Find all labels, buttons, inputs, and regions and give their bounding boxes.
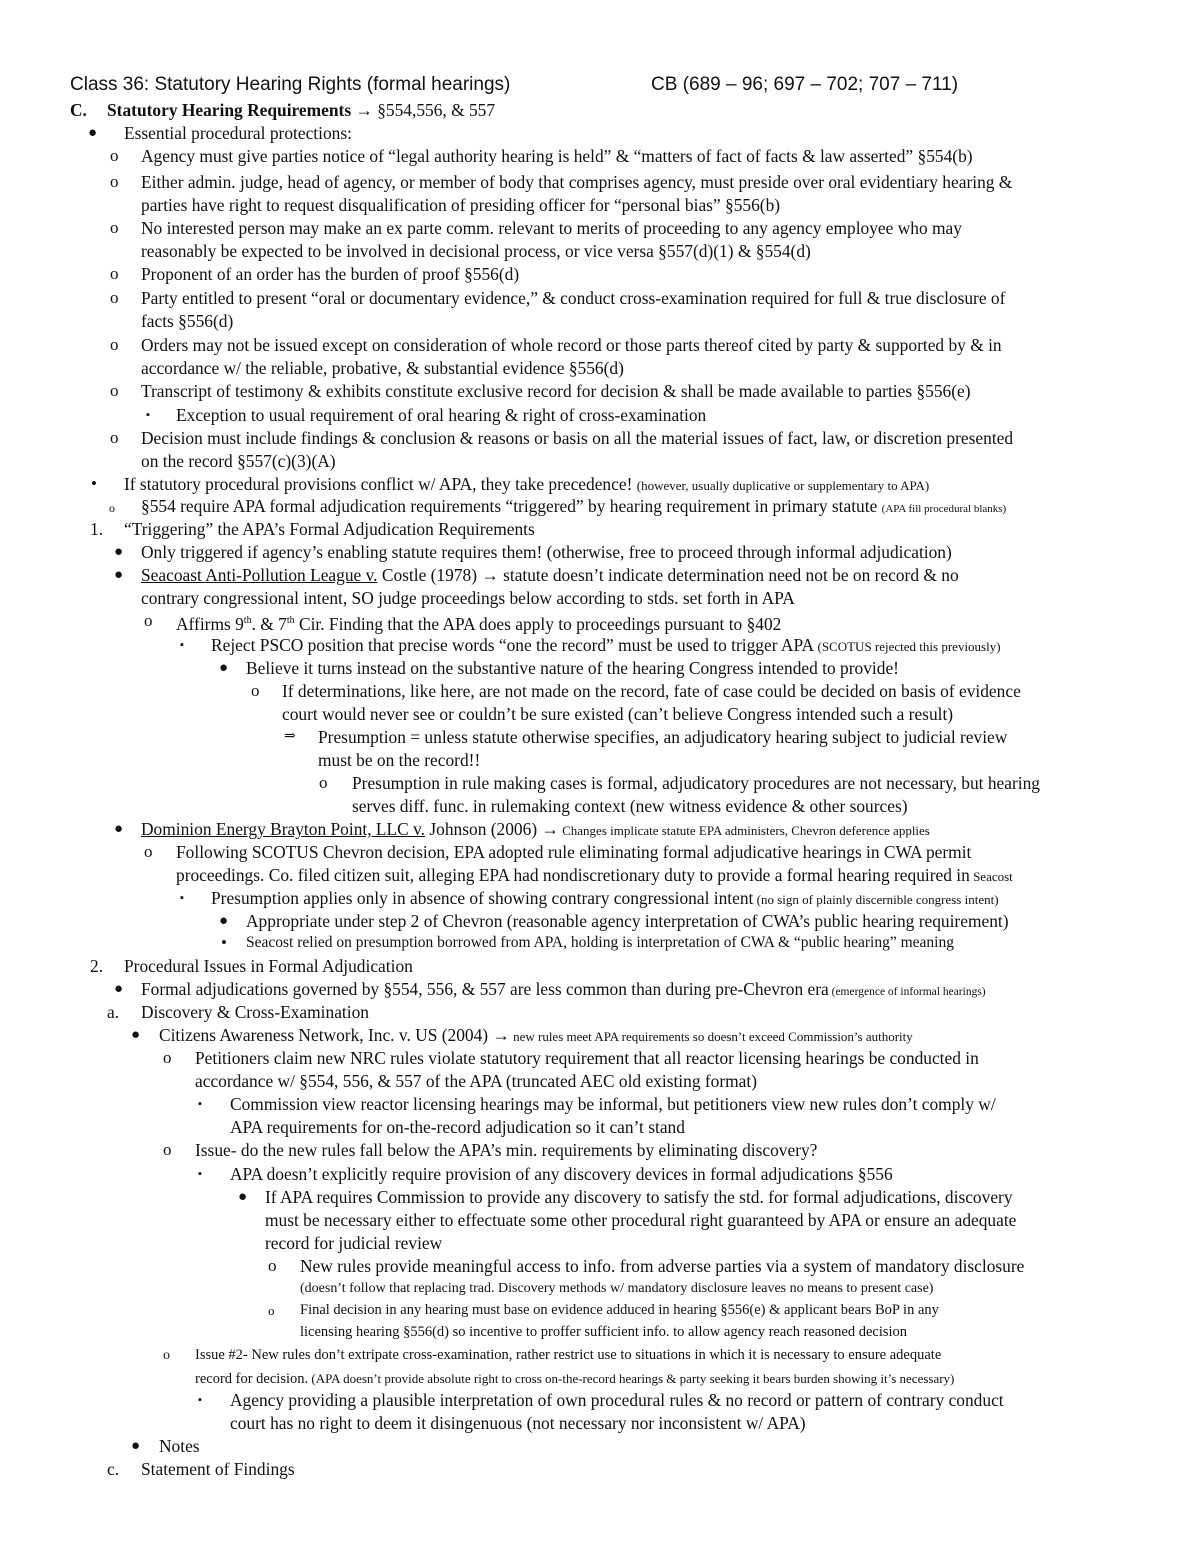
list-item [159, 1024, 913, 1048]
circle-bullet-icon: o [110, 428, 119, 447]
bullet-icon: ● [88, 125, 98, 141]
list-item: New rules provide meaningful access to info. from adverse parties via a system of mandatory disclosure [300, 1256, 1025, 1276]
casebook-pages: CB (689 – 96; 697 – 702; 707 – 711) [651, 74, 959, 95]
list-item: Essential procedural protections: [124, 123, 352, 143]
section-c-heading: Statutory Hearing Requirements [107, 100, 352, 120]
arrow-icon: → [355, 100, 373, 120]
list-item: If APA requires Commission to provide any discovery to satisfy the std. for formal adjudications, discovery [265, 1187, 1013, 1207]
subsection-heading: Statement of Findings [141, 1459, 295, 1479]
section-c-marker: C. [70, 100, 87, 120]
case-name: Seacoast Anti-Pollution League v. [141, 565, 378, 585]
circle-bullet-icon: o [251, 681, 260, 700]
list-item-continued: record for judicial review [265, 1233, 443, 1253]
list-item-continued: on the record §557(c)(3)(A) [141, 451, 336, 471]
list-item: Presumption = unless statute otherwise specifies, an adjudicatory hearing subject to judicial review [318, 727, 1008, 747]
circle-bullet-icon: o [109, 501, 115, 515]
lettered-marker: a. [107, 1002, 120, 1022]
circle-bullet-icon: o [110, 264, 119, 283]
list-item: No interested person may make an ex parte comm. relevant to merits of proceeding to any agency employee who may [141, 218, 962, 238]
case-holding: Costle (1978) → statute doesn’t indicate determination need not be on record & no [377, 565, 959, 585]
list-item [141, 818, 930, 842]
circle-bullet-icon: o [110, 335, 119, 354]
bullet-icon: • [221, 933, 227, 952]
list-item-continued: (doesn’t follow that replacing trad. Discovery methods w/ mandatory disclosure leaves no means to present case) [300, 1281, 934, 1296]
bullet-icon: ● [131, 1438, 141, 1454]
list-item [211, 634, 1001, 658]
circle-bullet-icon: o [268, 1256, 277, 1275]
lettered-marker: c. [107, 1459, 120, 1479]
list-item: Notes [159, 1436, 200, 1456]
list-item: Party entitled to present “oral or documentary evidence,” & conduct cross-examination required for full & true disclosure of [141, 288, 1006, 308]
numbered-marker: 1. [90, 519, 104, 539]
list-item: Appropriate under step 2 of Chevron (reasonable agency interpretation of CWA’s public hearing requirement) [246, 911, 1009, 931]
case-name: Dominion Energy Brayton Point, LLC v. [141, 819, 426, 839]
subsection-heading: Discovery & Cross-Examination [141, 1002, 369, 1022]
list-item-continued: facts §556(d) [141, 311, 234, 331]
list-item [176, 610, 781, 635]
list-item-continued: APA requirements for on-the-record adjudication so it can’t stand [230, 1117, 685, 1137]
list-item [141, 978, 986, 1003]
list-item: APA doesn’t explicitly require provision of any discovery devices in formal adjudications §556 [230, 1164, 893, 1184]
case-note: new rules meet APA requirements so doesn’t exceed Commission’s authority [509, 1029, 913, 1044]
square-bullet-icon: ▪ [198, 1394, 202, 1406]
bullet-icon: ● [114, 981, 124, 997]
s554-text: §554 require APA formal adjudication requirements “triggered” by hearing requirement in primary statute [141, 496, 878, 516]
numbered-marker: 2. [90, 956, 104, 976]
bullet-icon: ● [114, 567, 124, 583]
list-item: Decision must include findings & conclusion & reasons or basis on all the material issues of fact, law, or discretion presented [141, 428, 1014, 448]
presumption-note: (no sign of plainly discernible congress intent) [753, 892, 999, 907]
circle-bullet-icon: o [110, 146, 119, 165]
square-bullet-icon: ▪ [180, 892, 184, 904]
circle-bullet-icon: o [110, 381, 119, 400]
bullet-icon: ● [114, 544, 124, 560]
circle-bullet-icon: o [319, 773, 328, 792]
list-item: Only triggered if agency’s enabling statute requires them! (otherwise, free to proceed through informal adjudication) [141, 542, 952, 562]
section-c-sections: §554,556, & 557 [377, 100, 496, 120]
list-item: Petitioners claim new NRC rules violate statutory requirement that all reactor licensing hearings be conducted in [195, 1048, 979, 1068]
list-item: Seacost relied on presumption borrowed from APA, holding is interpretation of CWA & “public hearing” meaning [246, 934, 954, 951]
circle-bullet-icon: o [163, 1140, 172, 1159]
list-item: Orders may not be issued except on consideration of whole record or those parts thereof cited by party & supported by & in [141, 335, 1002, 355]
list-item: Issue- do the new rules fall below the APA’s min. requirements by eliminating discovery? [195, 1140, 818, 1160]
list-item-continued: court has no right to deem it disingenuous (not necessary nor inconsistent w/ APA) [230, 1413, 806, 1433]
bullet-icon: ● [131, 1027, 141, 1043]
list-item-continued: licensing hearing §556(d) so incentive to proffer sufficient info. to allow agency reach reasoned decision [300, 1324, 908, 1340]
list-item: Proponent of an order has the burden of proof §556(d) [141, 264, 520, 284]
circle-bullet-icon: o [268, 1303, 275, 1318]
conflict-text: If statutory procedural provisions conflict w/ APA, they take precedence! [124, 474, 633, 494]
bullet-icon: ● [238, 1189, 248, 1205]
issue2-note: (APA doesn’t provide absolute right to cross on-the-record hearings & party seeking it bears burden showing it’s necessary) [308, 1371, 955, 1386]
list-item: Either admin. judge, head of agency, or member of body that comprises agency, must preside over oral evidentiary hearing & [141, 172, 1013, 192]
following-text: proceedings. Co. filed citizen suit, alleging EPA had nondiscretionary duty to provide a formal hearing required in [176, 865, 970, 885]
list-item: Final decision in any hearing must base on evidence adduced in hearing §556(e) & applicant bears BoP in any [300, 1302, 939, 1318]
list-item: Agency must give parties notice of “legal authority hearing is held” & “matters of fact of facts & law asserted” §554(b) [141, 146, 973, 166]
square-bullet-icon: ▪ [146, 409, 150, 421]
list-item: Presumption in rule making cases is formal, adjudicatory procedures are not necessary, but hearing [352, 773, 1040, 793]
bullet-icon: ● [219, 913, 229, 929]
list-item [141, 564, 959, 586]
bullet-icon: ● [114, 821, 124, 837]
list-item-continued: parties have right to request disqualification of presiding officer for “personal bias” §556(b) [141, 195, 781, 215]
list-item: Transcript of testimony & exhibits constitute exclusive record for decision & shall be made available to parties §556(e) [141, 381, 971, 401]
list-item-continued: contrary congressional intent, SO judge proceedings below according to stds. set forth in APA [141, 588, 795, 608]
presumption-text: Presumption applies only in absence of showing contrary congressional intent [211, 888, 754, 908]
page-title: Class 36: Statutory Hearing Rights (formal hearings) [70, 74, 511, 95]
reject-note: (SCOTUS rejected this previously) [817, 639, 1001, 654]
square-bullet-icon: ▪ [198, 1098, 202, 1110]
bullet-icon: • [91, 474, 97, 493]
list-item-continued: must be on the record!! [318, 750, 481, 770]
list-item-continued: serves diff. func. in rulemaking context (new witness evidence & other sources) [352, 796, 908, 816]
list-item-continued: must be necessary either to effectuate some other procedural right guaranteed by APA or ensure an adequate [265, 1210, 1017, 1230]
list-item: Commission view reactor licensing hearings may be informal, but petitioners view new rules don’t comply w/ [230, 1094, 996, 1114]
formal-text: Formal adjudications governed by §554, 556, & 557 are less common than during pre-Chevron era [141, 979, 829, 999]
s554-note: (APA fill procedural blanks) [881, 503, 1007, 515]
circle-bullet-icon: o [163, 1048, 172, 1067]
following-note: Seacost [969, 869, 1013, 884]
square-bullet-icon: ▪ [180, 639, 184, 651]
section-c-heading-line [107, 99, 495, 121]
list-item-continued: reasonably be expected to be involved in decisional process, or vice versa §557(d)(1) & §554(d) [141, 241, 811, 261]
list-item: Believe it turns instead on the substantive nature of the hearing Congress intended to provide! [246, 658, 899, 678]
formal-note: (emergence of informal hearings) [828, 986, 986, 998]
superscript: th [243, 615, 252, 626]
conflict-note: (however, usually duplicative or supplementary to APA) [636, 478, 930, 493]
list-item: Issue #2- New rules don’t extripate cross-examination, rather restrict use to situations in which it is necessary to ensure adequate [195, 1347, 942, 1363]
case-holding: Johnson (2006) → [425, 819, 559, 839]
list-item: If determinations, like here, are not made on the record, fate of case could be decided on basis of evidence [282, 681, 1021, 701]
bullet-icon: ● [219, 660, 229, 676]
circle-bullet-icon: o [110, 218, 119, 237]
square-bullet-icon: ▪ [198, 1168, 202, 1180]
circle-bullet-icon: o [144, 842, 153, 861]
list-item-continued [176, 864, 1013, 888]
list-item: Following SCOTUS Chevron decision, EPA adopted rule eliminating formal adjudicative hearings in CWA permit [176, 842, 972, 862]
list-item: Agency providing a plausible interpretation of own procedural rules & no record or pattern of contrary conduct [230, 1390, 1004, 1410]
list-item-continued: accordance w/ §554, 556, & 557 of the APA (truncated AEC old existing format) [195, 1071, 758, 1091]
superscript: th [286, 615, 295, 626]
circle-bullet-icon: o [110, 288, 119, 307]
list-item [211, 887, 999, 911]
circle-bullet-icon: o [110, 172, 119, 191]
list-item-continued: court would never see or couldn’t be sure existed (can’t believe Congress intended such a result) [282, 704, 954, 724]
list-item: Exception to usual requirement of oral hearing & right of cross-examination [176, 405, 707, 425]
list-item [141, 495, 1006, 520]
circle-bullet-icon: o [163, 1348, 170, 1363]
list-item-continued: accordance w/ the reliable, probative, & substantial evidence §556(d) [141, 358, 624, 378]
affirms-text: Cir. Finding that the APA does apply to proceedings pursuant to §402 [294, 613, 782, 634]
list-item-continued [195, 1366, 954, 1390]
case-name: Citizens Awareness Network, Inc. v. US (2004) → [159, 1025, 510, 1045]
list-item [124, 473, 929, 497]
circle-bullet-icon: o [144, 611, 153, 630]
subsection-heading: “Triggering” the APA’s Formal Adjudication Requirements [124, 519, 535, 539]
reject-text: Reject PSCO position that precise words “one the record” must be used to trigger APA [211, 635, 814, 655]
subsection-heading: Procedural Issues in Formal Adjudication [124, 956, 413, 976]
affirms-text: . & 7 [251, 613, 287, 634]
issue2-text: record for decision. [195, 1371, 309, 1387]
affirms-text: Affirms 9 [176, 613, 244, 634]
case-note: Changes implicate statute EPA administers, Chevron deference applies [558, 823, 930, 838]
implies-arrow-icon: ⇒ [284, 729, 296, 744]
